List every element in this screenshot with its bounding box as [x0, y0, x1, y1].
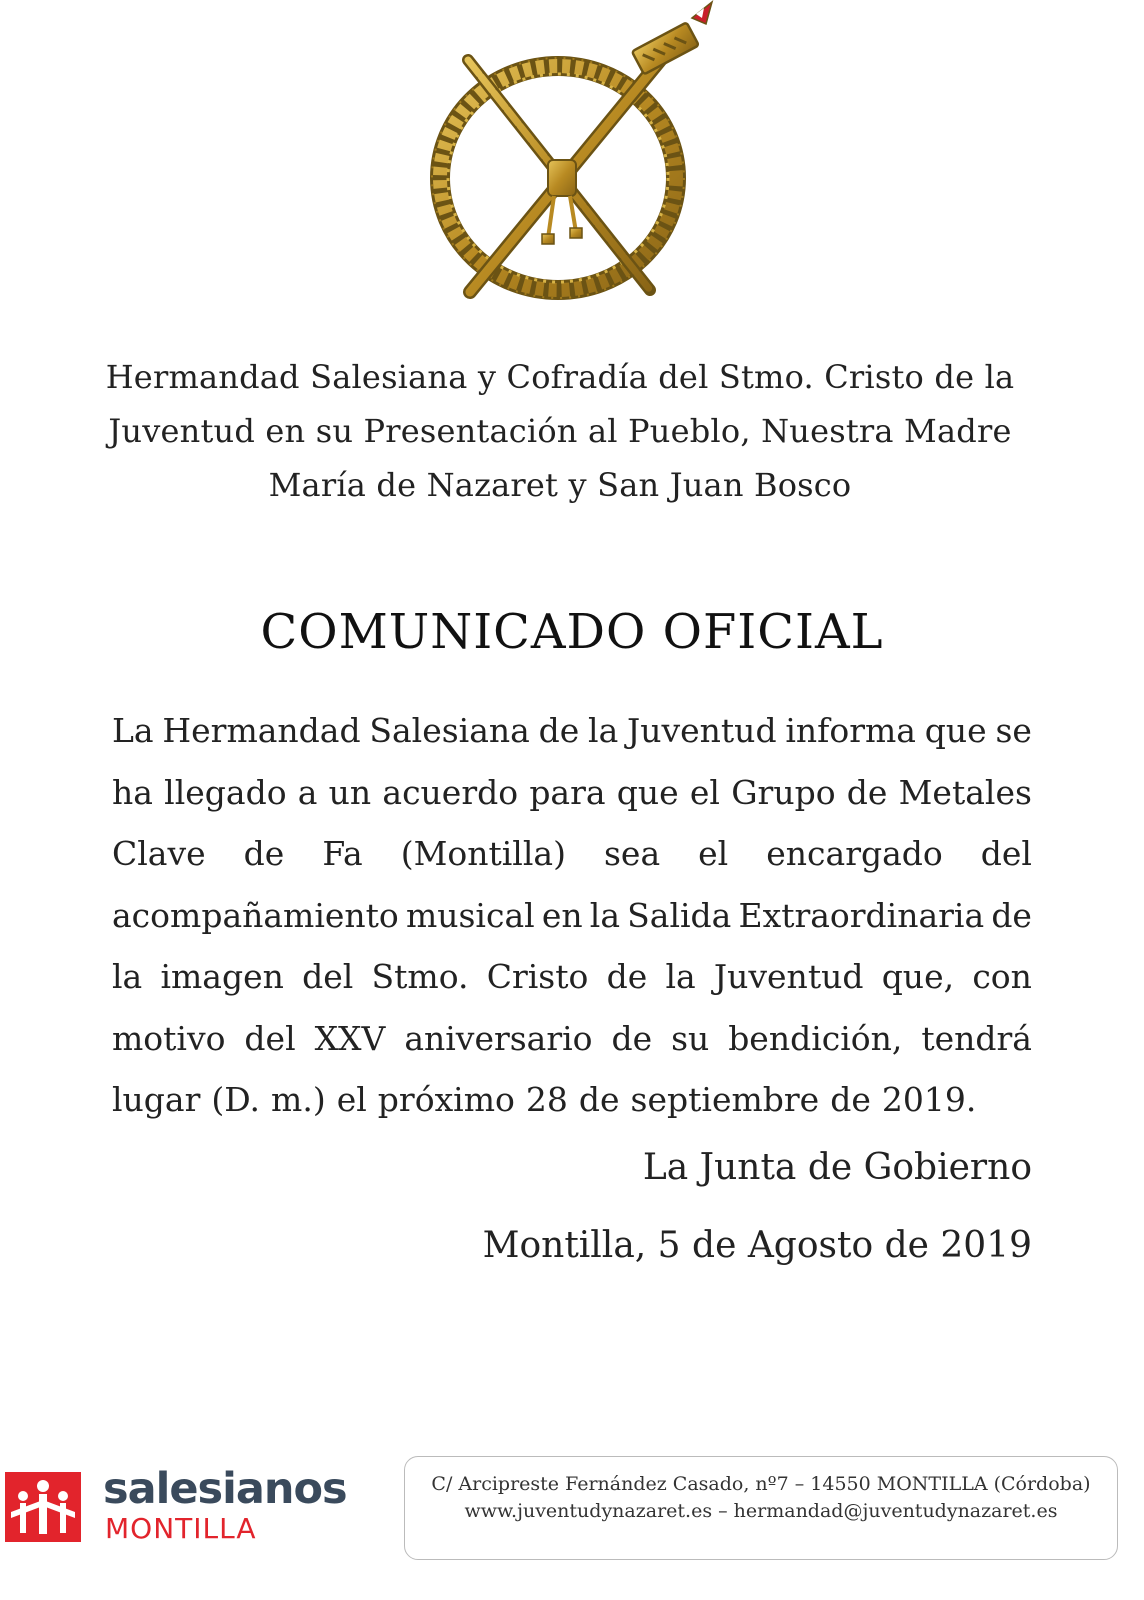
body-line: La Hermandad Salesiana de la Juventud informa que se: [112, 711, 1032, 750]
body-line: motivo del XXV aniversario de su bendición, tendrá: [112, 1018, 1032, 1058]
signature: La Junta de Gobierno: [642, 1147, 1032, 1188]
brotherhood-name: [100, 350, 1020, 512]
salesianos-logo: [5, 1464, 375, 1550]
salesianos-wordmark: salesianos: [103, 1464, 347, 1514]
body-line: ha llegado a un acuerdo para que el Grupo de Metales: [112, 772, 1032, 812]
brotherhood-name-line: Hermandad Salesiana y Cofradía del Stmo. Cristo de la: [105, 358, 1015, 396]
flame-icon: [692, 2, 712, 24]
announcement-body: [112, 700, 1032, 1131]
salesianos-city: MONTILLA: [105, 1512, 257, 1545]
brotherhood-name-line: María de Nazaret y San Juan Bosco: [268, 466, 852, 504]
body-line: lugar (D. m.) el próximo 28 de septiembre de 2019.: [112, 1080, 977, 1119]
place-and-date: Montilla, 5 de Agosto de 2019: [482, 1225, 1032, 1266]
web-and-email: www.juventudynazaret.es – hermandad@juventudynazaret.es: [464, 1500, 1058, 1522]
postal-address: C/ Arcipreste Fernández Casado, nº7 – 14550 MONTILLA (Córdoba): [431, 1473, 1091, 1495]
brotherhood-name-line: Juventud en su Presentación al Pueblo, Nuestra Madre: [108, 412, 1012, 450]
body-line: Clave de Fa (Montilla) sea el encargado del: [112, 834, 1032, 873]
body-line: la imagen del Stmo. Cristo de la Juventud que, con: [112, 957, 1032, 996]
brotherhood-emblem-icon: [430, 0, 720, 310]
body-line: acompañamiento musical en la Salida Extraordinaria de: [112, 895, 1032, 935]
document-title: COMUNICADO OFICIAL: [260, 604, 884, 660]
salesianos-mark-icon: [5, 1472, 81, 1542]
inri-plaque-icon: [632, 22, 699, 74]
contact-box: [404, 1456, 1118, 1560]
